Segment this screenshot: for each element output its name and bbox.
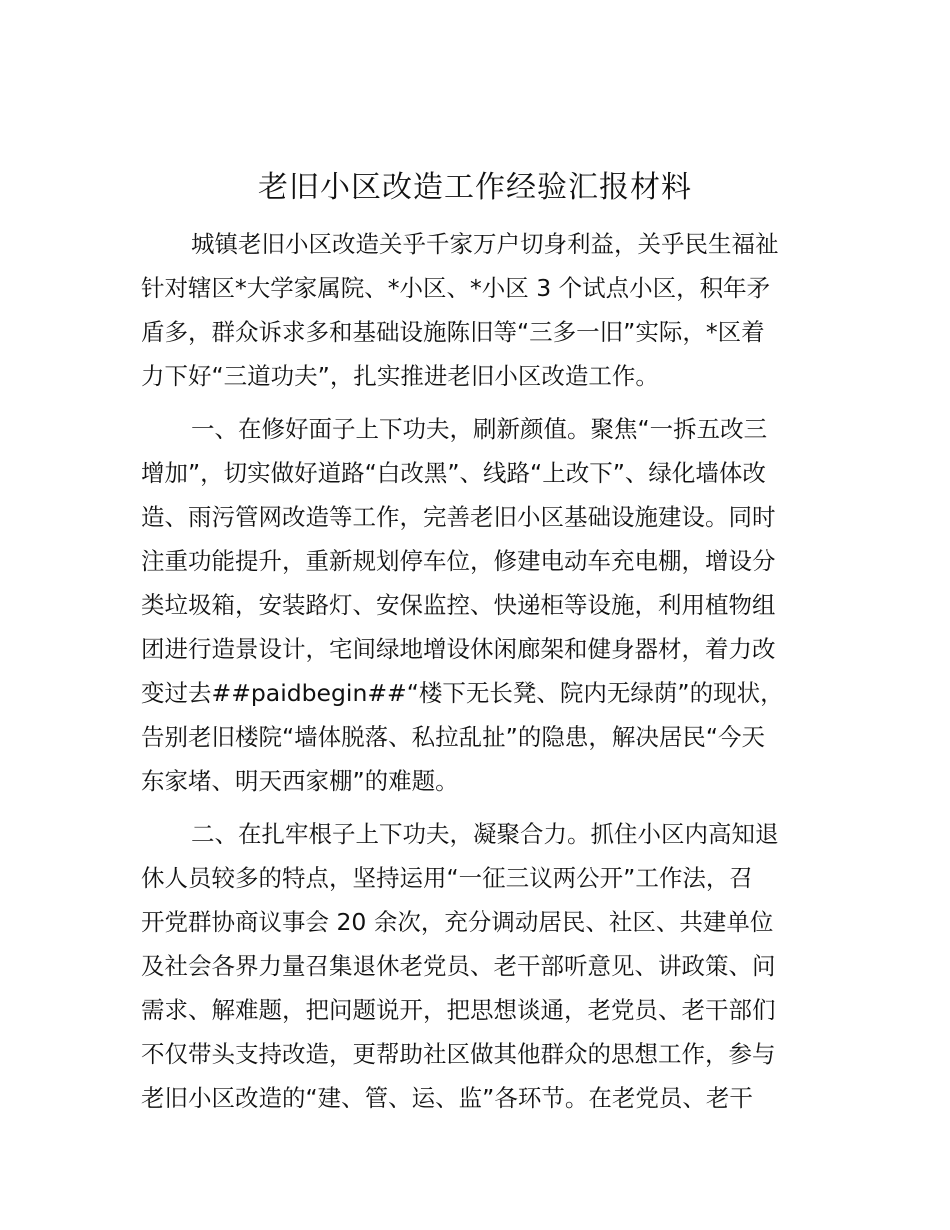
paragraph-line: 不仅带头支持改造，更帮助社区做其他群众的思想工作，参与 (141, 1040, 776, 1068)
paragraph-intro (141, 222, 841, 398)
paragraph-line: 东家堵、明天西家棚”的难题。 (141, 767, 459, 795)
paragraph-spacer (141, 803, 841, 812)
paragraph-section-one (141, 407, 841, 803)
document-title: 老旧小区改造工作经验汇报材料 (258, 170, 692, 205)
paragraph-line: 注重功能提升，重新规划停车位，修建电动车充电棚，增设分 (141, 547, 776, 575)
paragraph-line: 需求、解难题，把问题说开，把思想谈通，老党员、老干部们 (141, 996, 776, 1024)
paragraph-line: 一、在修好面子上下功夫，刷新颜值。聚焦“一拆五改三 (191, 415, 768, 443)
paragraph-line: 造、雨污管网改造等工作，完善老旧小区基础设施建设。同时 (141, 503, 776, 531)
paragraph-line: 老旧小区改造的“建、管、运、监”各环节。在老党员、老干 (141, 1084, 753, 1112)
paragraph-line: 及社会各界力量召集退休老党员、老干部听意见、讲政策、问 (141, 952, 776, 980)
paragraph-line: 针对辖区*大学家属院、*小区、*小区 3 个试点小区，积年矛 (141, 274, 771, 302)
paragraph-line: 力下好“三道功夫”，扎实推进老旧小区改造工作。 (141, 362, 659, 390)
paragraph-line: 变过去##paidbegin##“楼下无长凳、院内无绿荫”的现状， (141, 679, 784, 707)
paragraph-line: 城镇老旧小区改造关乎千家万户切身利益，关乎民生福祉 (191, 230, 779, 258)
paragraph-line: 开党群协商议事会 20 余次，充分调动居民、社区、共建单位 (141, 908, 774, 936)
paragraph-line: 盾多，群众诉求多和基础设施陈旧等“三多一旧”实际，*区着 (141, 318, 765, 346)
paragraph-section-two (141, 812, 841, 1120)
paragraph-spacer (141, 398, 841, 407)
paragraph-line: 团进行造景设计，宅间绿地增设休闲廊架和健身器材，着力改 (141, 635, 776, 663)
paragraph-line: 告别老旧楼院“墙体脱落、私拉乱扯”的隐患，解决居民“今天 (141, 723, 766, 751)
paragraph-line: 二、在扎牢根子上下功夫，凝聚合力。抓住小区内高知退 (191, 820, 779, 848)
document-body (141, 222, 841, 1120)
paragraph-line: 类垃圾箱，安装路灯、安保监控、快递柜等设施，利用植物组 (141, 591, 776, 619)
paragraph-line: 增加”，切实做好道路“白改黑”、线路“上改下”、绿化墙体改 (141, 459, 766, 487)
paragraph-line: 休人员较多的特点，坚持运用“一征三议两公开”工作法，召 (141, 864, 753, 892)
